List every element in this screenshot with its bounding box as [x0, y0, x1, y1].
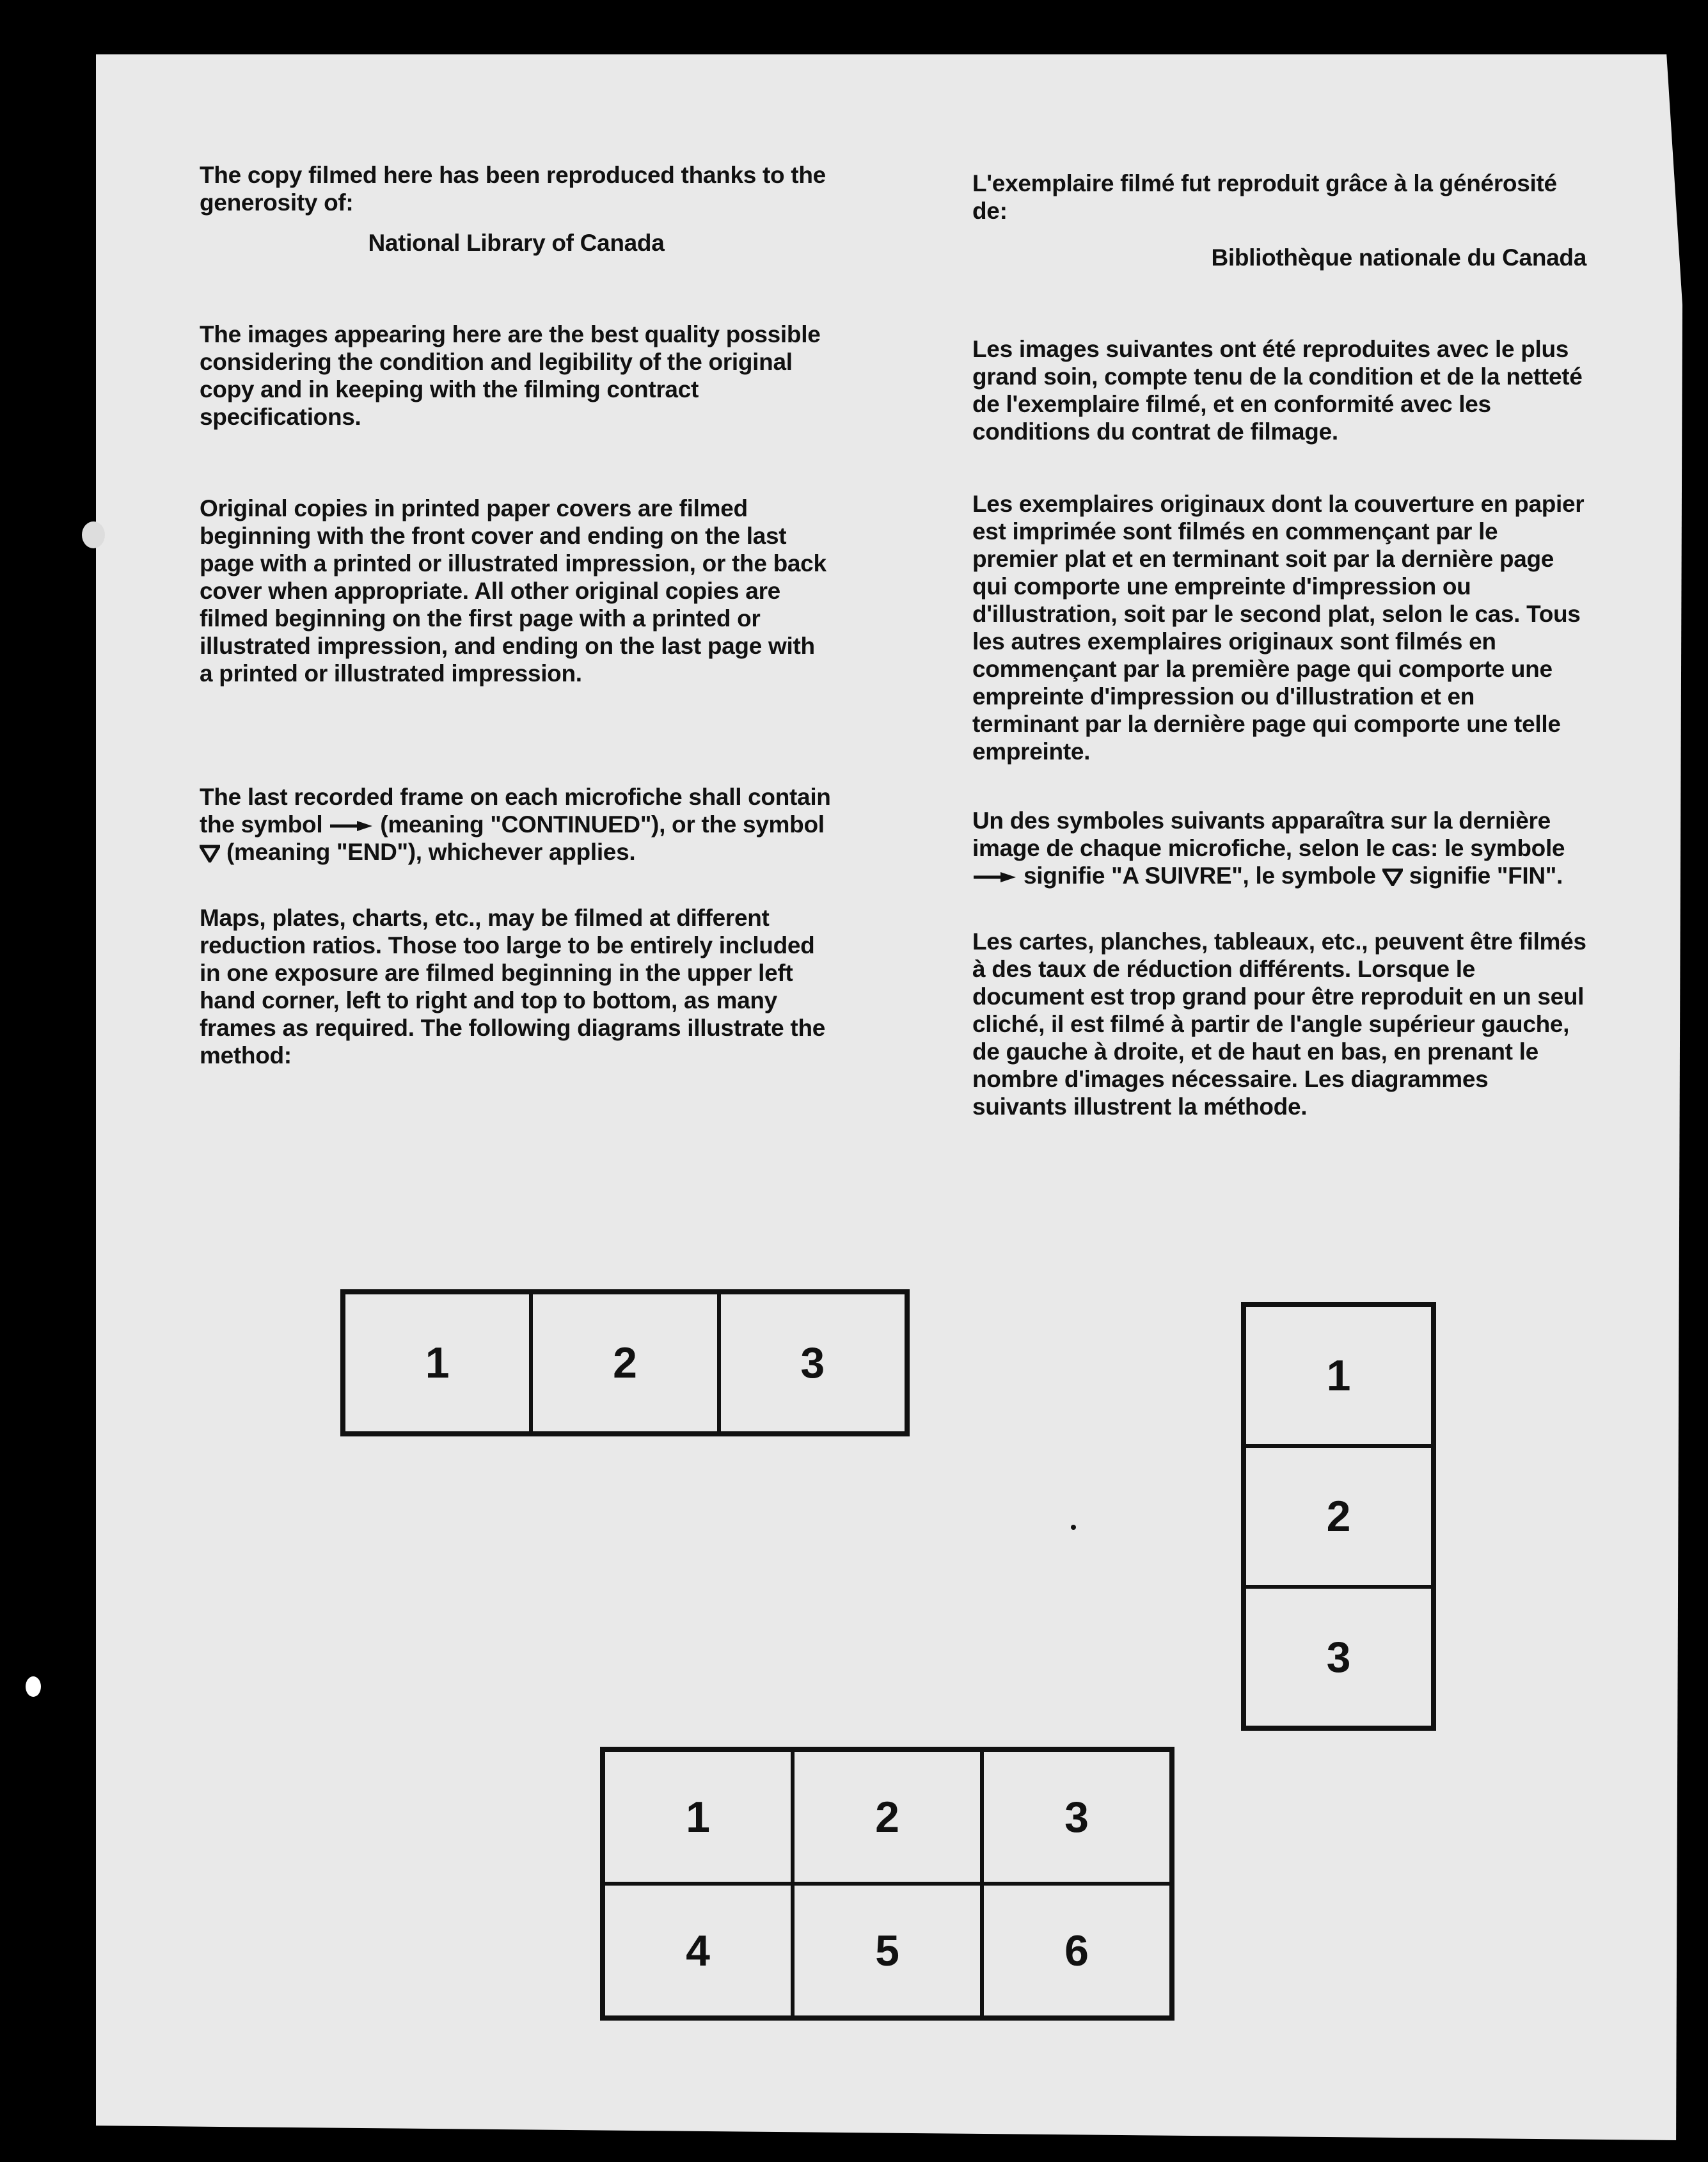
frame-cell: 3 [982, 1750, 1171, 1884]
diagram-grid-six [600, 1747, 1174, 2021]
diagram-row-three [340, 1289, 910, 1436]
arrow-continued-icon [329, 820, 374, 832]
frame-cell: 6 [982, 1884, 1171, 2017]
english-symbols-text-b: (meaning "CONTINUED"), or the symbol [380, 811, 825, 838]
french-symbols-text-b: signifie "A SUIVRE", le symbole [1023, 862, 1376, 889]
frame-cell: 1 [1244, 1305, 1433, 1446]
diagram-column-three [1241, 1302, 1436, 1731]
english-symbols-text-a: The last recorded frame on each microfiche shall contain the symbol [200, 784, 831, 838]
english-column [200, 161, 833, 1069]
english-symbols-note [200, 783, 833, 866]
frame-cell: 3 [719, 1292, 906, 1433]
english-maps-note: Maps, plates, charts, etc., may be filmed at different reduction ratios. Those too large to be entirely included in one exposure are filmed beginning in the upper left hand corner, left to right and top to bottom, as many frames as required. The following diagrams illustrate the method: [200, 905, 826, 1069]
frame-cell: 4 [603, 1884, 793, 2017]
french-filming-order: Les exemplaires originaux dont la couverture en papier est imprimée sont filmés en commençant par le premier plat et en terminant soit par la dernière page qui comporte une empreinte d'impression ou d'illustration, soit par le second plat, selon le cas. Tous les autres exemplaires originaux sont filmés en commençant par la première page qui comporte une empreinte d'impression ou d'illustration et en terminant par la dernière page qui comporte une telle empreinte. [972, 491, 1585, 765]
triangle-end-icon [1382, 868, 1403, 886]
frame-cell: 1 [603, 1750, 793, 1884]
french-symbols-text-a: Un des symboles suivants apparaîtra sur la dernière image de chaque microfiche, selon le cas: le symbole [972, 807, 1565, 861]
french-column [972, 170, 1586, 1120]
french-symbols-text-c: signifie "FIN". [1409, 862, 1563, 889]
frame-cell: 2 [1244, 1446, 1433, 1587]
french-acknowledgement: L'exemplaire filmé fut reproduit grâce à la générosité de: [972, 170, 1557, 224]
french-symbols-note [972, 807, 1586, 889]
english-acknowledgement: The copy filmed here has been reproduced thanks to the generosity of: [200, 162, 826, 216]
english-quality-note: The images appearing here are the best quality possible considering the condition and legibility of the original copy and in keeping with the filming contract specifications. [200, 321, 821, 430]
frame-cell: 2 [793, 1750, 982, 1884]
frame-cell: 3 [1244, 1587, 1433, 1728]
french-maps-note: Les cartes, planches, tableaux, etc., peuvent être filmés à des taux de réduction différents. Lorsque le document est trop grand pour être reproduit en un seul cliché, il est filmé à partir de l'angle supérieur gauche, de gauche à droite, et de haut en bas, en prenant le nombre d'images nécessaire. Les diagrammes suivants illustrent la méthode. [972, 928, 1586, 1120]
scan-speck [26, 1676, 41, 1697]
scan-speck [1071, 1525, 1076, 1530]
frame-cell: 1 [344, 1292, 531, 1433]
english-symbols-text-c: (meaning "END"), whichever applies. [226, 839, 636, 865]
english-institution: National Library of Canada [368, 230, 665, 256]
arrow-continued-icon [972, 871, 1017, 884]
frame-cell: 2 [531, 1292, 718, 1433]
english-filming-order: Original copies in printed paper covers are filmed beginning with the front cover and ending on the last page with a printed or illustrated impression, or the back cover when appropriate. All other original copies are filmed beginning on the first page with a printed or illustrated impression, and ending on the last page with a printed or illustrated impression. [200, 495, 826, 687]
frame-cell: 5 [793, 1884, 982, 2017]
french-quality-note: Les images suivantes ont été reproduites avec le plus grand soin, compte tenu de la condition et de la netteté de l'exemplaire filmé, et en conformité avec les conditions du contrat de filmage. [972, 336, 1583, 445]
triangle-end-icon [200, 845, 220, 862]
french-institution: Bibliothèque nationale du Canada [1211, 244, 1586, 271]
scan-speck [82, 521, 105, 548]
